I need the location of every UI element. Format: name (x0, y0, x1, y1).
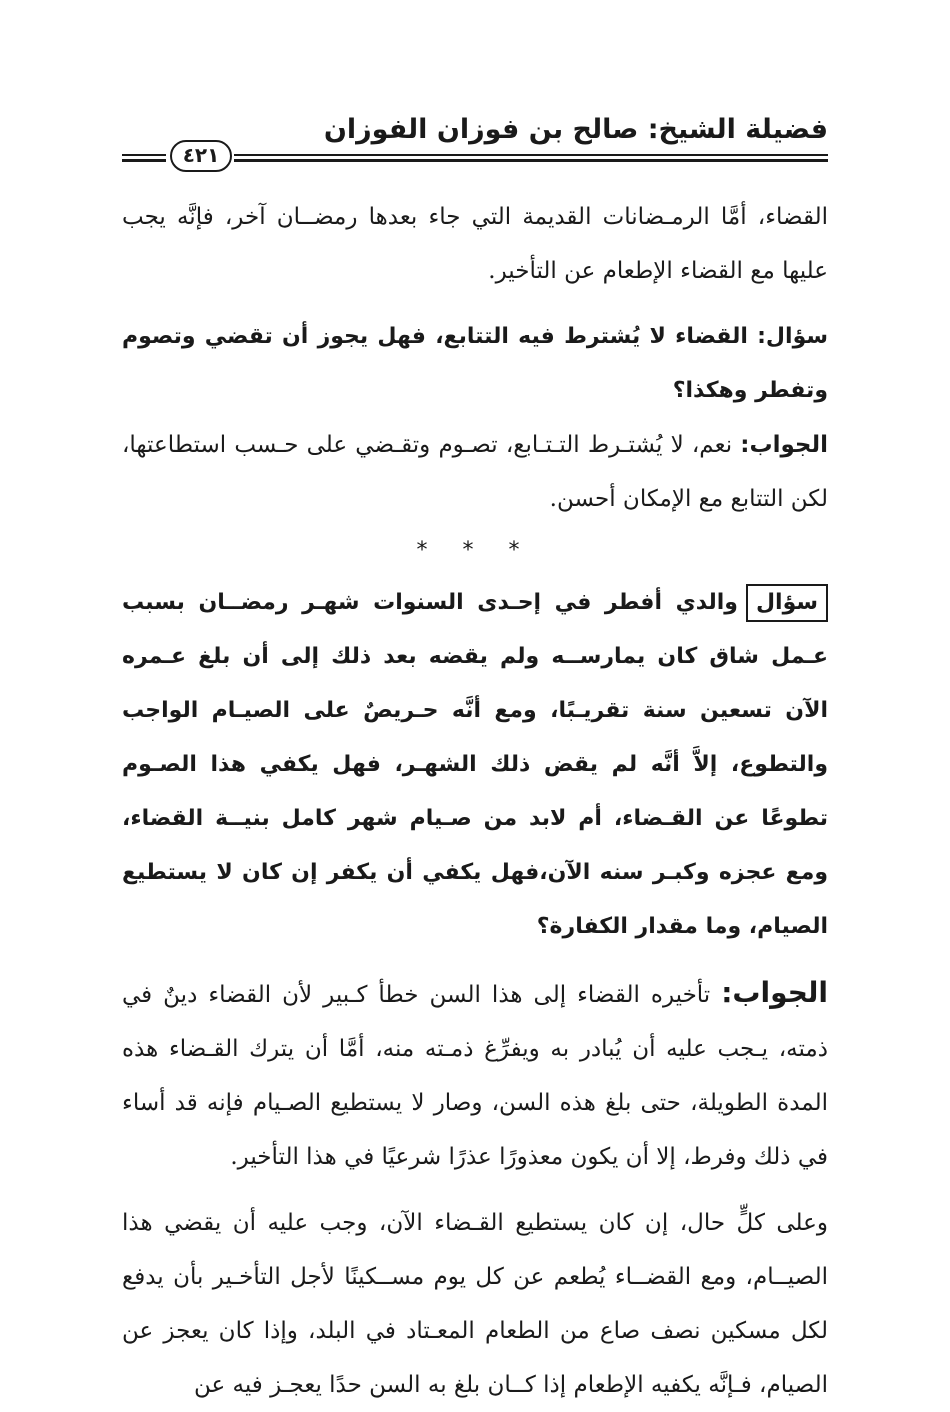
header-rule-thick-line (234, 159, 828, 162)
paragraph-continuation: القضاء، أمَّا الرمـضانات القديمة التي جاء بعدها رمضــان آخر، فإنَّه يجب عليها مع القضاء الإطعام عن التأخير. (122, 204, 828, 284)
page-body (122, 190, 828, 1412)
answer-2-label: الجواب: (721, 976, 828, 1009)
spacer (122, 298, 828, 310)
answer-1 (122, 418, 828, 526)
answer-1-label: الجواب: (740, 432, 828, 458)
answer-2-text: تأخيره القضاء إلى هذا السن خطأ كـبير لأن القضاء دينٌ في ذمته، يـجب عليه أن يُبادر به ويفرِّغ ذمـته منه، أمَّا أن يترك القـضاء هذه المدة الطويلة، حتى بلغ هذه السن، وصار لا يستطيع الصـيام فإنه قد أساء في ذلك وفرط، إلا أن يكون معذورًا عذرًا شرعيًا في هذا التأخير. (122, 982, 828, 1170)
header-rule-left-thin-line (122, 154, 166, 156)
paragraph-3: وعلى كلٍّ حال، إن كان يستطيع القـضاء الآن، وجب عليه أن يقضي هذا الصيــام، ومع القضــاء يُطعم عن كل يوم مســكينًا لأجل التأخـير بأن يدفع لكل مسكين نصف صاع من الطعام المعـتاد في البلد، وإذا كان يعجز عن الصيام، فـإنَّه يكفيه الإطعام إذا كــان بلغ به السن حدًا يعجـز فيه عن (122, 1210, 828, 1398)
header-rule-left-thick-line (122, 159, 166, 162)
question-2-text: والدي أفطر في إحـدى السنوات شهـر رمضــان بسبب عـمل شاق كان يمارســه ولم يقضه بعد ذلك إلى أن بلغ عـمره الآن تسعين سنة تقريـبًا، ومع أنَّه حـريصٌ على الصيـام الواجب والتطوع، إلاَّ أنَّه لم يقض ذلك الشهـر، فهل يكفي هذا الصـوم تطوعًا عن القـضاء، أم لابد من صـيام شهر كامل بنيــة القضاء، ومع عجزه وكبـر سنه الآن،فهل يكفي أن يكفر إن كان لا يستطيع الصيام، وما مقدار الكفارة؟ (122, 590, 828, 939)
header-rule-thin-line (234, 154, 828, 156)
question-2 (122, 576, 828, 954)
answer-2 (122, 966, 828, 1184)
page-number: ٤٢١ (170, 140, 232, 172)
spacer (122, 1184, 828, 1196)
question-2-label-box: سؤال (746, 584, 828, 622)
question-1: سؤال: القضاء لا يُشترط فيه التتابع، فهل يجوز أن تقضي وتصوم وتفطر وهكذا؟ (122, 324, 828, 403)
section-separator: * * * (416, 538, 534, 563)
answer-1-text: نعم، لا يُشتـرط التـتـابع، تصـوم وتقـضي على حـسب استطاعتها، لكن التتابع مع الإمكان أحسن. (122, 432, 828, 512)
spacer (122, 954, 828, 966)
running-header-title: فضيلة الشيخ: صالح بن فوزان الفوزان (323, 114, 828, 145)
